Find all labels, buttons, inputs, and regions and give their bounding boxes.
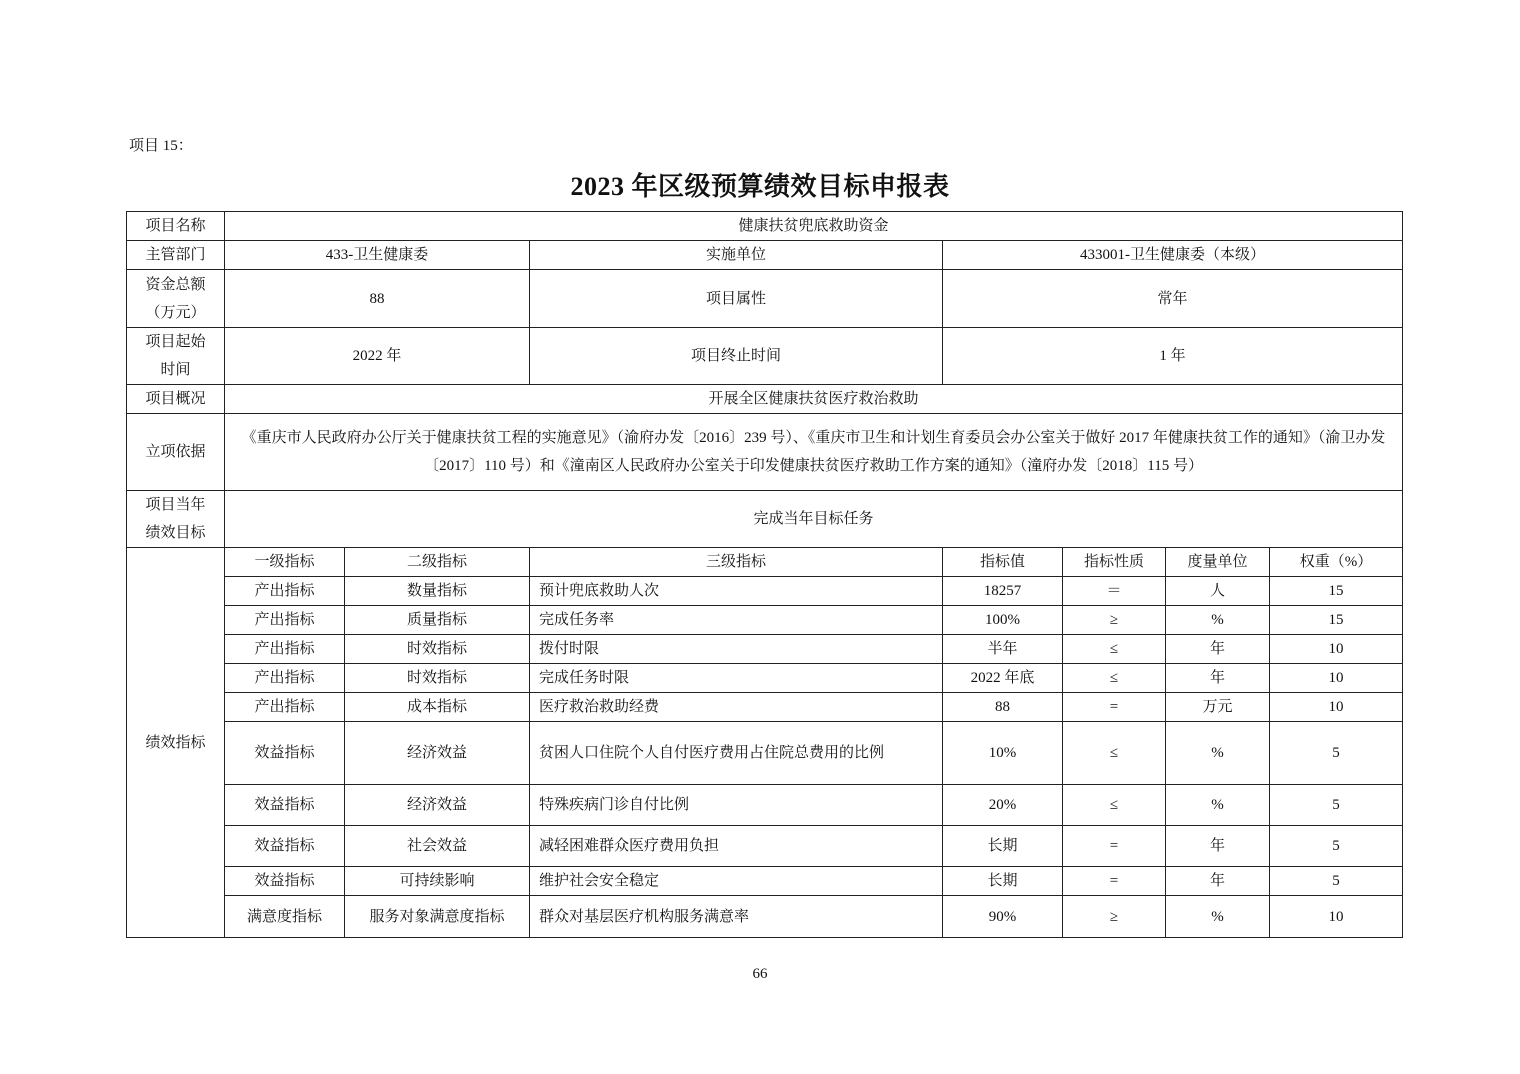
cell-weight: 10 bbox=[1270, 896, 1403, 938]
cell-level3: 拨付时限 bbox=[530, 635, 943, 664]
cell-level2: 数量指标 bbox=[345, 577, 530, 606]
cell-level3: 维护社会安全稳定 bbox=[530, 867, 943, 896]
indicator-row bbox=[127, 635, 1403, 664]
cell-nature: = bbox=[1063, 867, 1166, 896]
unit-label: 实施单位 bbox=[530, 241, 943, 270]
end-value: 1 年 bbox=[943, 328, 1403, 385]
goal-label-line-1: 项目当年 bbox=[145, 497, 206, 513]
cell-value: 90% bbox=[943, 896, 1063, 938]
project-name-label: 项目名称 bbox=[127, 212, 225, 241]
cell-nature: ≥ bbox=[1063, 606, 1166, 635]
indicator-row bbox=[127, 867, 1403, 896]
cell-level2: 时效指标 bbox=[345, 635, 530, 664]
goal-value: 完成当年目标任务 bbox=[225, 491, 1403, 548]
cell-level3: 群众对基层医疗机构服务满意率 bbox=[530, 896, 943, 938]
goal-label-line-2: 绩效目标 bbox=[145, 525, 206, 541]
cell-weight: 5 bbox=[1270, 867, 1403, 896]
cell-level1: 产出指标 bbox=[225, 635, 345, 664]
indicator-row bbox=[127, 664, 1403, 693]
header-value: 指标值 bbox=[943, 548, 1063, 577]
cell-level2: 时效指标 bbox=[345, 664, 530, 693]
cell-nature: = bbox=[1063, 693, 1166, 722]
cell-weight: 5 bbox=[1270, 722, 1403, 785]
cell-level3: 完成任务时限 bbox=[530, 664, 943, 693]
cell-nature: ≤ bbox=[1063, 722, 1166, 785]
cell-level1: 效益指标 bbox=[225, 722, 345, 785]
page-label: 项目 15： bbox=[129, 138, 193, 154]
dept-label: 主管部门 bbox=[127, 241, 225, 270]
indicator-row bbox=[127, 896, 1403, 938]
indicator-header-row bbox=[127, 548, 1403, 577]
cell-value: 18257 bbox=[943, 577, 1063, 606]
row-project-name bbox=[127, 212, 1403, 241]
cell-level3: 医疗救治救助经费 bbox=[530, 693, 943, 722]
cell-level1: 产出指标 bbox=[225, 577, 345, 606]
cell-unit: % bbox=[1166, 606, 1270, 635]
fund-label-line-2: （万元） bbox=[145, 304, 206, 321]
cell-unit: % bbox=[1166, 896, 1270, 938]
cell-value: 20% bbox=[943, 785, 1063, 826]
page-title: 2023 年区级预算绩效目标申报表 bbox=[570, 172, 950, 201]
cell-level3: 贫困人口住院个人自付医疗费用占住院总费用的比例 bbox=[530, 722, 943, 785]
cell-level2: 服务对象满意度指标 bbox=[345, 896, 530, 938]
cell-nature: ＝ bbox=[1063, 577, 1166, 606]
cell-level3: 减轻困难群众医疗费用负担 bbox=[530, 826, 943, 867]
cell-unit: % bbox=[1166, 722, 1270, 785]
cell-level2: 社会效益 bbox=[345, 826, 530, 867]
cell-weight: 15 bbox=[1270, 606, 1403, 635]
cell-value: 长期 bbox=[943, 867, 1063, 896]
cell-unit: 年 bbox=[1166, 635, 1270, 664]
indicator-row bbox=[127, 785, 1403, 826]
overview-value: 开展全区健康扶贫医疗救治救助 bbox=[225, 385, 1403, 414]
cell-level3: 预计兜底救助人次 bbox=[530, 577, 943, 606]
start-label bbox=[127, 328, 225, 385]
cell-value: 半年 bbox=[943, 635, 1063, 664]
cell-level2: 可持续影响 bbox=[345, 867, 530, 896]
fund-value: 88 bbox=[225, 270, 530, 328]
page-number: 66 bbox=[752, 966, 768, 982]
cell-weight: 10 bbox=[1270, 635, 1403, 664]
cell-unit: 年 bbox=[1166, 664, 1270, 693]
cell-value: 2022 年底 bbox=[943, 664, 1063, 693]
start-value: 2022 年 bbox=[225, 328, 530, 385]
indicator-row bbox=[127, 826, 1403, 867]
cell-level1: 产出指标 bbox=[225, 606, 345, 635]
cell-weight: 10 bbox=[1270, 693, 1403, 722]
cell-unit: % bbox=[1166, 785, 1270, 826]
row-department bbox=[127, 241, 1403, 270]
cell-weight: 5 bbox=[1270, 826, 1403, 867]
row-overview bbox=[127, 385, 1403, 414]
row-basis bbox=[127, 414, 1403, 491]
row-goal bbox=[127, 491, 1403, 548]
cell-level1: 产出指标 bbox=[225, 693, 345, 722]
header-unit: 度量单位 bbox=[1166, 548, 1270, 577]
cell-level1: 效益指标 bbox=[225, 785, 345, 826]
cell-unit: 年 bbox=[1166, 826, 1270, 867]
cell-level1: 满意度指标 bbox=[225, 896, 345, 938]
cell-level2: 成本指标 bbox=[345, 693, 530, 722]
cell-nature: ≤ bbox=[1063, 785, 1166, 826]
cell-value: 长期 bbox=[943, 826, 1063, 867]
cell-level1: 产出指标 bbox=[225, 664, 345, 693]
header-level2: 二级指标 bbox=[345, 548, 530, 577]
start-label-line-1: 项目起始 bbox=[145, 334, 206, 350]
row-time bbox=[127, 328, 1403, 385]
indicator-row bbox=[127, 722, 1403, 785]
fund-label bbox=[127, 270, 225, 328]
cell-weight: 15 bbox=[1270, 577, 1403, 606]
start-label-line-2: 时间 bbox=[160, 362, 191, 378]
cell-level3: 特殊疾病门诊自付比例 bbox=[530, 785, 943, 826]
unit-value: 433001-卫生健康委（本级） bbox=[943, 241, 1403, 270]
indicators-section-label: 绩效指标 bbox=[127, 548, 225, 938]
header-level3: 三级指标 bbox=[530, 548, 943, 577]
end-label: 项目终止时间 bbox=[530, 328, 943, 385]
cell-nature: ≤ bbox=[1063, 635, 1166, 664]
dept-value: 433-卫生健康委 bbox=[225, 241, 530, 270]
project-name-value: 健康扶贫兜底救助资金 bbox=[225, 212, 1403, 241]
header-weight: 权重（%） bbox=[1270, 548, 1403, 577]
cell-unit: 人 bbox=[1166, 577, 1270, 606]
indicator-row bbox=[127, 577, 1403, 606]
cell-weight: 5 bbox=[1270, 785, 1403, 826]
header-nature: 指标性质 bbox=[1063, 548, 1166, 577]
overview-label: 项目概况 bbox=[127, 385, 225, 414]
cell-value: 88 bbox=[943, 693, 1063, 722]
cell-nature: ≤ bbox=[1063, 664, 1166, 693]
indicator-row bbox=[127, 606, 1403, 635]
attr-label: 项目属性 bbox=[530, 270, 943, 328]
cell-level2: 质量指标 bbox=[345, 606, 530, 635]
cell-nature: = bbox=[1063, 826, 1166, 867]
cell-weight: 10 bbox=[1270, 664, 1403, 693]
cell-level2: 经济效益 bbox=[345, 785, 530, 826]
budget-form-table bbox=[126, 211, 1403, 938]
cell-level1: 效益指标 bbox=[225, 826, 345, 867]
row-fund bbox=[127, 270, 1403, 328]
header-level1: 一级指标 bbox=[225, 548, 345, 577]
cell-value: 100% bbox=[943, 606, 1063, 635]
cell-nature: ≥ bbox=[1063, 896, 1166, 938]
cell-unit: 年 bbox=[1166, 867, 1270, 896]
basis-value: 《重庆市人民政府办公厅关于健康扶贫工程的实施意见》（渝府办发〔2016〕239 号）、《重庆市卫生和计划生育委员会办公室关于做好 2017 年健康扶贫工作的通知》（渝卫办发〔2017〕110 号）和《潼南区人民政府办公室关于印发健康扶贫医疗救助工作方案的通知》（潼府办发〔2018〕115 号） bbox=[225, 414, 1403, 491]
fund-label-line-1: 资金总额 bbox=[145, 276, 206, 293]
attr-value: 常年 bbox=[943, 270, 1403, 328]
cell-unit: 万元 bbox=[1166, 693, 1270, 722]
goal-label bbox=[127, 491, 225, 548]
indicator-row bbox=[127, 693, 1403, 722]
cell-value: 10% bbox=[943, 722, 1063, 785]
cell-level1: 效益指标 bbox=[225, 867, 345, 896]
cell-level2: 经济效益 bbox=[345, 722, 530, 785]
cell-level3: 完成任务率 bbox=[530, 606, 943, 635]
basis-label: 立项依据 bbox=[127, 414, 225, 491]
